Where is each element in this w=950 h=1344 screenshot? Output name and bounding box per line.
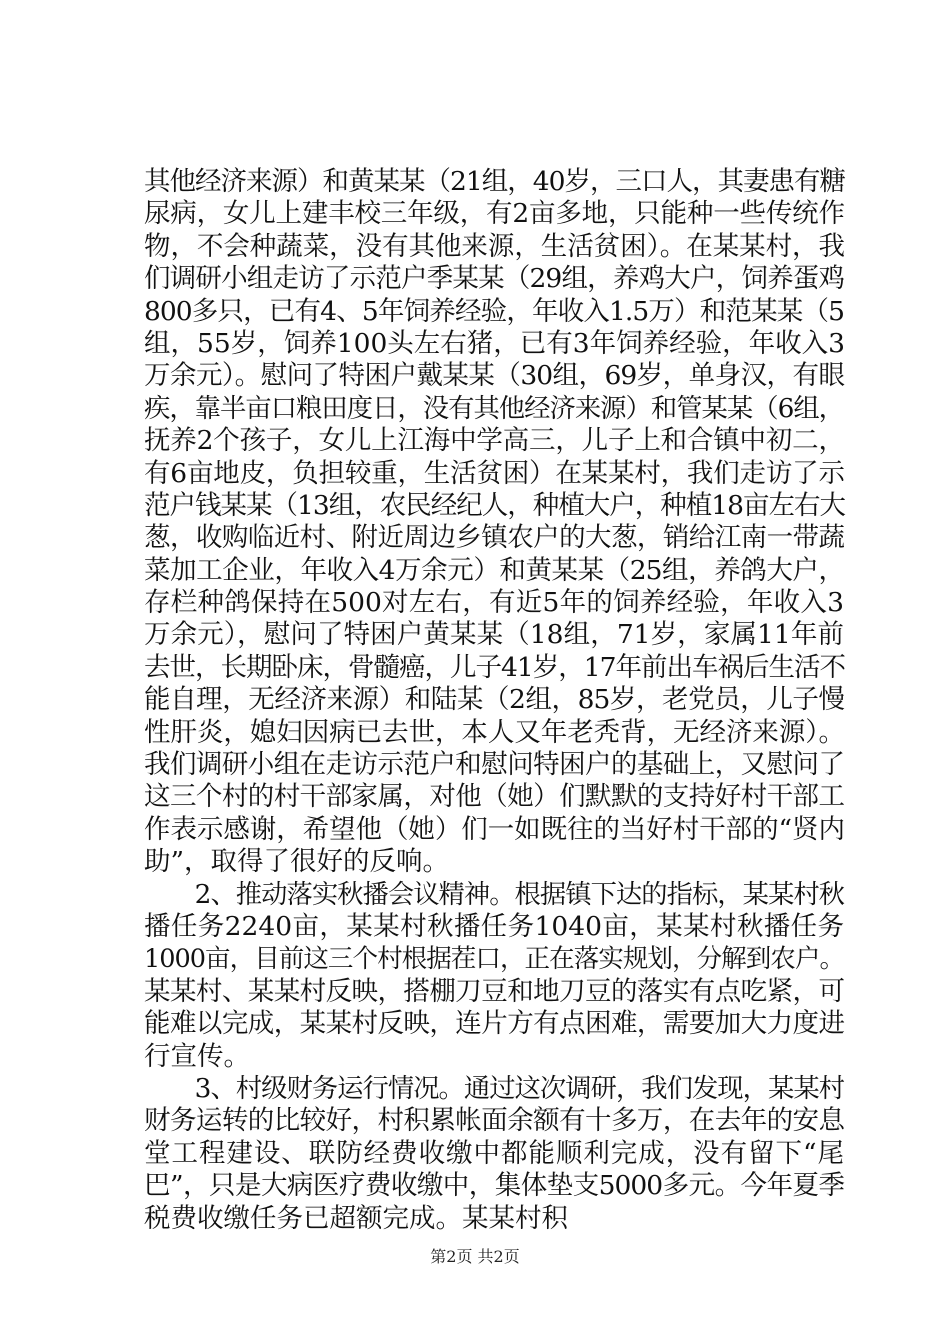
text-line: 我们调研小组在走访示范户和慰问特困户的基础上，又慰问了 <box>144 749 844 781</box>
text-line: 抚养2个孩子，女儿上江海中学高三，儿子上和合镇中初二， <box>144 425 844 457</box>
text-line: 播任务2240亩，某某村秋播任务1040亩，某某村秋播任务 <box>144 910 844 942</box>
text-line: 其他经济来源）和黄某某（21组，40岁，三口人，其妻患有糖 <box>144 166 845 197</box>
text-line: 们调研小组走访了示范户季某某（29组，养鸡大户，饲养蛋鸡 <box>144 263 844 295</box>
text-line: 万余元）。慰问了特困户戴某某（30组，69岁，单身汉，有眼 <box>144 360 844 392</box>
text-line: 物，不会种蔬菜，没有其他来源，生活贫困）。在某某村，我 <box>144 230 844 262</box>
text-line: 某某村、某某村反映，搭棚刀豆和地刀豆的落实有点吃紧，可 <box>144 975 844 1007</box>
text-line: 尿病，女儿上建丰校三年级，有2亩多地，只能种一些传统作 <box>144 198 844 230</box>
body-text <box>144 166 844 1235</box>
text-line: 行宣传。 <box>144 1040 250 1072</box>
text-line: 3、村级财务运行情况。通过这次调研，我们发现，某某村 <box>144 1073 844 1104</box>
text-line: 2、推动落实秋播会议精神。根据镇下达的指标，某某村秋 <box>144 879 844 910</box>
text-line: 去世，长期卧床，骨髓癌，儿子41岁，17年前出车祸后生活不 <box>144 651 845 683</box>
text-line: 这三个村的村干部家属，对他（她）们默默的支持好村干部工 <box>144 781 844 813</box>
text-line: 性肝炎，媳妇因病已去世，本人又年老秃背，无经济来源）。 <box>144 716 844 748</box>
text-line: 葱，收购临近村、附近周边乡镇农户的大葱，销给江南一带蔬 <box>144 522 844 554</box>
text-line: 税费收缴任务已超额完成。某某村积 <box>144 1202 568 1234</box>
text-line: 800多只，已有4、5年饲养经验，年收入1.5万）和范某某（5 <box>144 295 844 327</box>
text-line: 能自理，无经济来源）和陆某（2组，85岁，老党员，儿子慢 <box>144 684 844 716</box>
text-line: 能难以完成，某某村反映，连片方有点困难，需要加大力度进 <box>144 1008 844 1040</box>
page-footer: 第2页 共2页 <box>430 1247 520 1266</box>
text-line: 财务运转的比较好，村积累帐面余额有十多万，在去年的安息 <box>144 1105 844 1137</box>
text-line: 堂工程建设、联防经费收缴中都能顺利完成，没有留下“尾 <box>144 1137 844 1169</box>
text-line: 菜加工企业，年收入4万余元）和黄某某（25组，养鸽大户， <box>144 554 844 586</box>
text-line: 有6亩地皮，负担较重，生活贫困）在某某村，我们走访了示 <box>144 457 844 489</box>
text-line: 疾，靠半亩口粮田度日，没有其他经济来源）和管某某（6组， <box>144 393 844 424</box>
text-line: 万余元），慰问了特困户黄某某（18组，71岁，家属11年前 <box>144 619 844 651</box>
text-line: 巴”，只是大病医疗费收缴中，集体垫支5000多元。今年夏季 <box>144 1170 844 1202</box>
text-line: 作表示感谢，希望他（她）们一如既往的当好村干部的“贤内 <box>144 813 844 845</box>
text-line: 助”，取得了很好的反响。 <box>144 846 450 878</box>
text-line: 1000亩，目前这三个村根据茬口，正在落实规划，分解到农户。 <box>144 944 844 975</box>
text-line: 范户钱某某（13组，农民经纪人，种植大户，种植18亩左右大 <box>144 489 845 521</box>
text-line: 组，55岁，饲养100头左右猪，已有3年饲养经验，年收入3 <box>144 327 846 359</box>
text-line: 存栏种鸽保持在500对左右，有近5年的饲养经验，年收入3 <box>144 587 844 619</box>
